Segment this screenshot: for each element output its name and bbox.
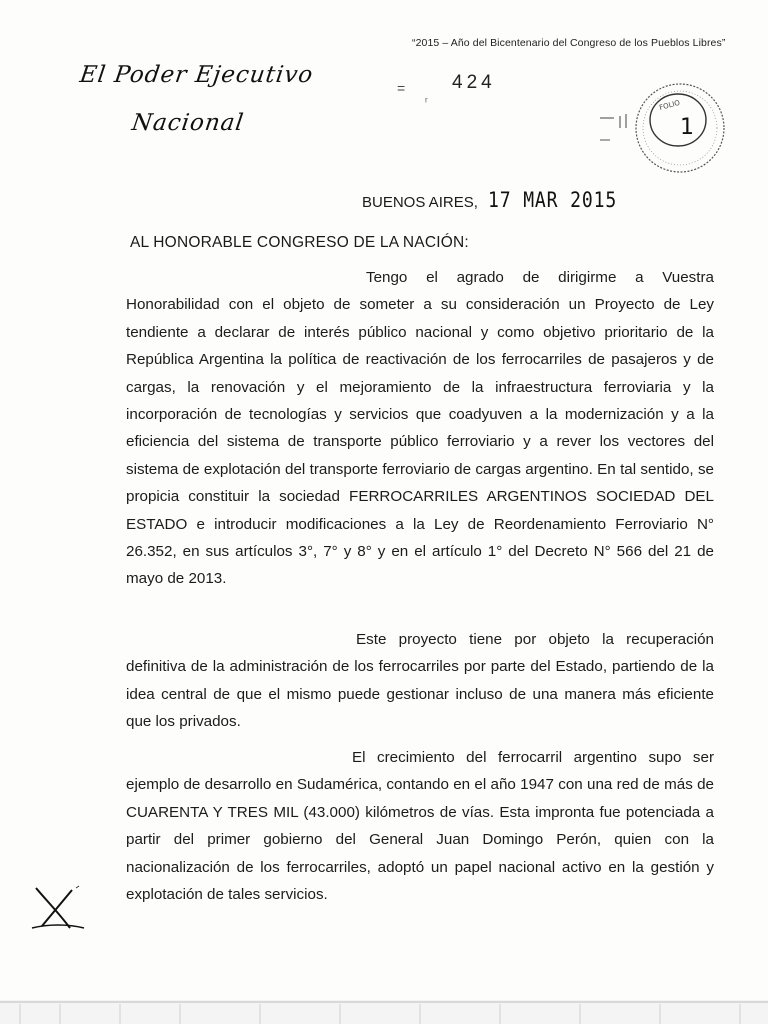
folio-stamp xyxy=(600,80,730,180)
logo-line-2: Nacional xyxy=(130,110,246,136)
paragraph-2: Este proyecto tiene por objeto la recuperación definitiva de la administración de los ferrocarriles por parte del Estado, partiendo de la idea central de que el mismo puede gestionar incluso de una manera más eficiente que los privados. xyxy=(126,631,714,731)
date-city: BUENOS AIRES, xyxy=(362,194,478,211)
stamped-date: 17 MAR 2015 xyxy=(487,188,617,212)
document-number: 424 xyxy=(452,72,496,93)
paragraph-1: Tengo el agrado de dirigirme a Vuestra Honorabilidad con el objeto de someter a su consideración un Proyecto de Ley tendiente a declarar de interés público nacional y como objetivo prioritario de la República Argentina la política de reactivación de los ferrocarriles de pasajeros y de cargas, la renovación y el mejoramiento de la infraestructura ferroviaria y la incorporación de tecnologías y servicios que coadyuven a la modernización y a la eficiencia del sistema de transporte público ferroviario y a rever los vectores del sistema de explotación del transporte ferroviario de cargas argentino. En tal sentido, se propicia constituir la sociedad FERROCARRILES ARGENTINOS SOCIEDAD DEL ESTADO e introducir modificaciones a la Ley de Reordenamiento Ferroviario N° 26.352, en sus artículos 3°, 7° y 8° y en el artículo 1° del Decreto N° 566 del 21 de mayo de 2013. xyxy=(126,269,714,588)
handwritten-dash-mark: = xyxy=(397,80,406,96)
logo-line-1: El Poder Ejecutivo xyxy=(78,62,315,88)
year-motto: “2015 – Año del Bicentenario del Congreso de los Pueblos Libres” xyxy=(412,37,726,49)
paragraph-3: El crecimiento del ferrocarril argentino supo ser ejemplo de desarrollo en Sudamérica, contando en el año 1947 con una red de más de CUARENTA Y TRES MIL (43.000) kilómetros de vías. Esta impronta fue potenciada a partir del primer gobierno del General Juan Domingo Perón, quien con la nacionalización de los ferrocarriles, adoptó un papel nacional activo en la gestión y explotación de tales servicios. xyxy=(126,749,714,904)
date-line xyxy=(362,188,638,212)
scan-bottom-edge xyxy=(0,1000,768,1024)
handwritten-x-mark xyxy=(28,884,88,934)
stamp-label: FOLIO xyxy=(658,98,681,112)
salutation: AL HONORABLE CONGRESO DE LA NACIÓN: xyxy=(130,234,469,251)
stamp-number: 1 xyxy=(680,115,694,140)
handwritten-tick-mark: ʳ xyxy=(425,96,428,108)
